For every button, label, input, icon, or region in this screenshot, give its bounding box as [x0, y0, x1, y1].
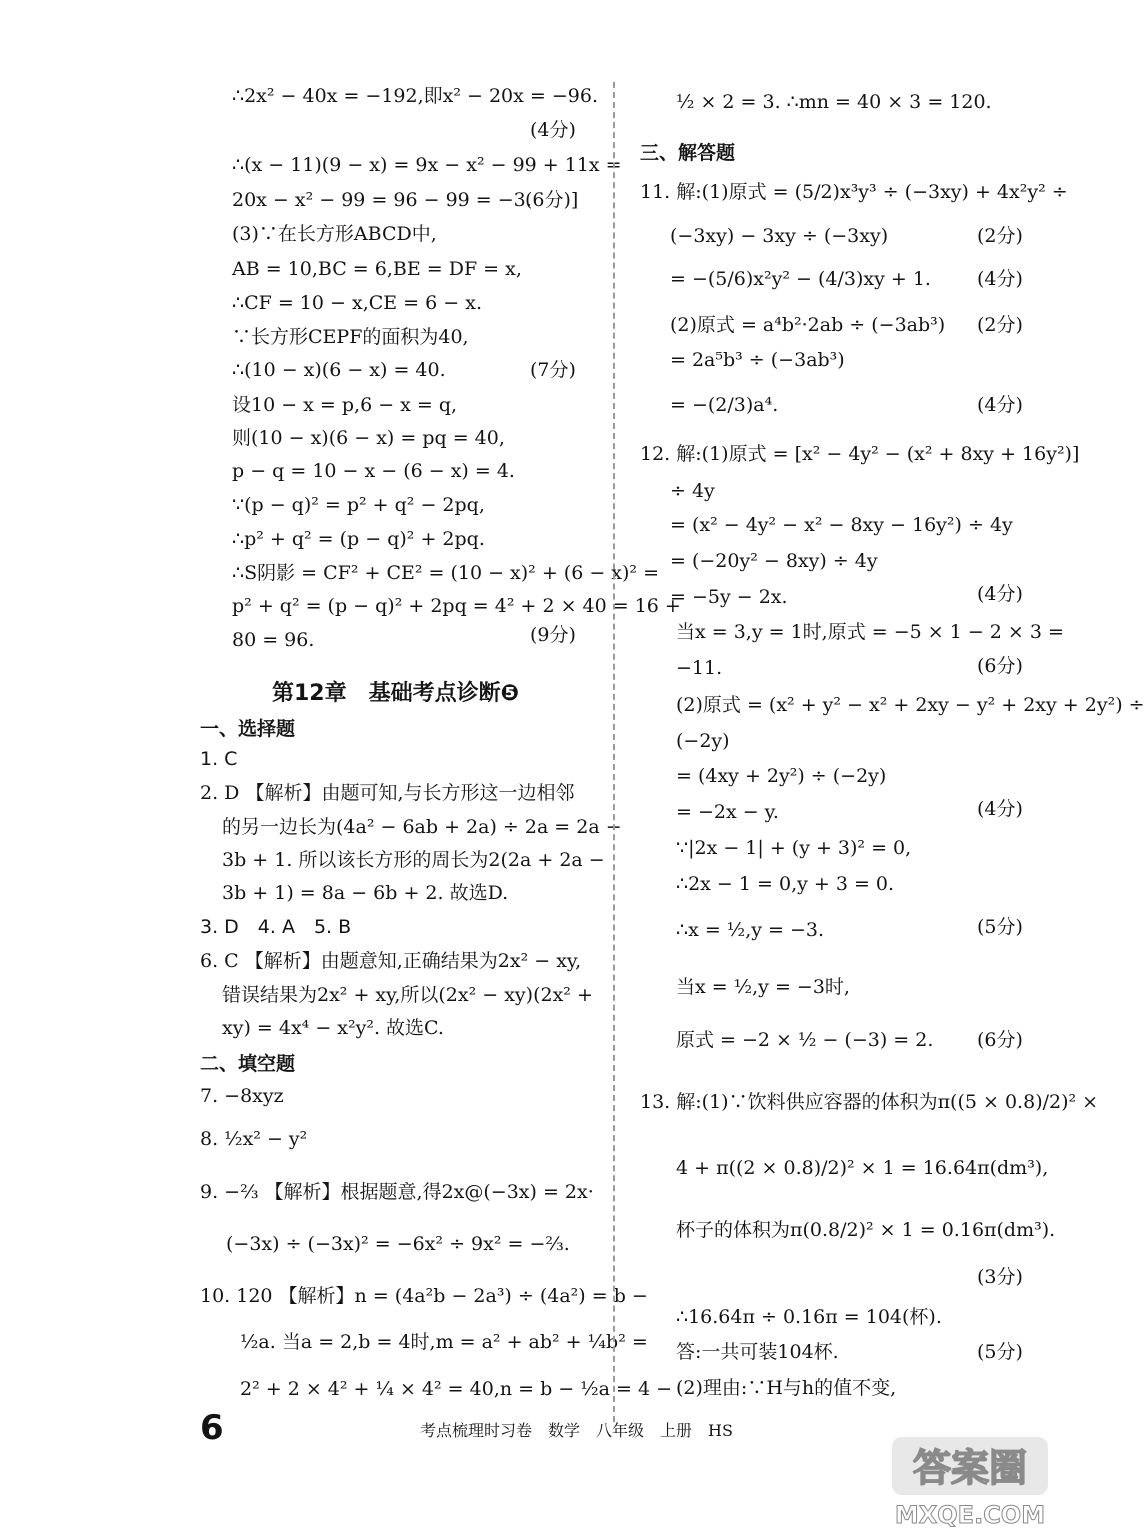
left-line-14: p − q = 10 − x − (6 − x) = 4.	[232, 460, 515, 482]
right-line-32: 原式 = −2 × ½ − (−3) = 2.	[676, 1029, 934, 1051]
watermark-logo	[890, 1435, 1050, 1530]
answer-q2-line1: 2. D 【解析】由题可知,与长方形这一边相邻	[200, 782, 575, 804]
right-line-27: ∵|2x − 1| + (y + 3)² = 0,	[676, 837, 912, 859]
section-fill-heading: 二、填空题	[200, 1053, 296, 1075]
answer-q6-line2: 错误结果为2x² + xy,所以(2x² − xy)(2x² +	[222, 984, 593, 1006]
left-line-8: ∴CF = 10 − x,CE = 6 − x.	[232, 292, 482, 314]
answer-q3-5: 3. D 4. A 5. B	[200, 916, 352, 938]
left-line-16: ∴p² + q² = (p − q)² + 2pq.	[232, 528, 485, 550]
right-line-23: (−2y)	[676, 730, 730, 752]
chapter-title: 第12章 基础考点诊断❺	[272, 681, 520, 706]
right-score-1: (2分)	[977, 225, 1023, 247]
right-line-28: ∴2x − 1 = 0,y + 3 = 0.	[676, 873, 895, 895]
right-line-4: (−3xy) − 3xy ÷ (−3xy)	[670, 225, 889, 247]
left-line-1: ∴2x² − 40x = −192,即x² − 20x = −96.	[232, 85, 598, 107]
answer-q9-line1: 9. −⅔ 【解析】根据题意,得2x@(−3x) = 2x·	[200, 1181, 594, 1203]
right-score-7: (4分)	[977, 798, 1023, 820]
left-line-7: AB = 10,BC = 6,BE = DF = x,	[232, 258, 522, 280]
right-line-29: ∴x = ½,y = −3.	[676, 919, 825, 941]
answer-q10-line1: 10. 120 【解析】n = (4a²b − 2a³) ÷ (4a²) = b −	[200, 1285, 648, 1307]
right-score-6: (6分)	[977, 655, 1023, 677]
right-score-5: (4分)	[977, 583, 1023, 605]
right-line-19: 当x = 3,y = 1时,原式 = −5 × 1 − 2 × 3 =	[676, 621, 1064, 643]
left-score-2: (6分)]	[525, 189, 579, 211]
right-line-15: = (x² − 4y² − x² − 8xy − 16y²) ÷ 4y	[670, 514, 1013, 536]
right-line-20: −11.	[676, 657, 723, 679]
answer-q10-line3: 2² + 2 × 4² + ¼ × 4² = 40,n = b − ½a = 4 −	[240, 1378, 673, 1400]
right-line-39: 答:一共可装104杯.	[676, 1341, 839, 1363]
right-line-1: ½ × 2 = 3. ∴mn = 40 × 3 = 120.	[676, 91, 992, 113]
left-line-9: ∵长方形CEPF的面积为40,	[232, 326, 469, 348]
right-line-25: = −2x − y.	[676, 801, 779, 823]
right-line-14: ÷ 4y	[670, 480, 715, 502]
answer-q7: 7. −8xyz	[200, 1085, 284, 1107]
answer-q1: 1. C	[200, 748, 238, 770]
right-line-3: 11. 解:(1)原式 = (5/2)x³y³ ÷ (−3xy) + 4x²y² ÷	[640, 181, 1068, 203]
right-score-10: (3分)	[977, 1266, 1023, 1288]
right-line-17: = −5y − 2x.	[670, 586, 788, 608]
right-line-36: 杯子的体积为π(0.8/2)² × 1 = 0.16π(dm³).	[676, 1219, 1056, 1241]
watermark-text-2: MXQE.COM	[894, 1501, 1046, 1529]
left-line-6: (3)∵在长方形ABCD中,	[232, 223, 437, 245]
left-line-15: ∵(p − q)² = p² + q² − 2pq,	[232, 494, 485, 516]
right-line-24: = (4xy + 2y²) ÷ (−2y)	[676, 765, 887, 787]
left-line-17: ∴S阴影 = CF² + CE² = (10 − x)² + (6 − x)² =	[232, 562, 659, 584]
right-line-31: 当x = ½,y = −3时,	[676, 976, 850, 998]
left-line-12: 设10 − x = p,6 − x = q,	[232, 394, 458, 416]
answer-q6-line3: xy) = 4x⁴ − x²y². 故选C.	[222, 1017, 444, 1039]
book-title-footer: 考点梳理时习卷 数学 八年级 上册 HS	[420, 1421, 733, 1440]
answer-q2-line4: 3b + 1) = 8a − 6b + 2. 故选D.	[222, 882, 509, 904]
section-choice-heading: 一、选择题	[200, 718, 296, 740]
right-line-38: ∴16.64π ÷ 0.16π = 104(杯).	[676, 1306, 942, 1328]
left-score-4: (9分)	[530, 624, 576, 646]
right-score-2: (4分)	[977, 268, 1023, 290]
right-score-11: (5分)	[977, 1341, 1023, 1363]
right-line-34: 13. 解:(1)∵饮料供应容器的体积为π((5 × 0.8)/2)² ×	[640, 1091, 1099, 1113]
right-line-41: (2)理由:∵H与h的值不变,	[676, 1377, 897, 1399]
answer-q2-line2: 的另一边长为(4a² − 6ab + 2a) ÷ 2a = 2a −	[222, 816, 622, 838]
right-line-16: = (−20y² − 8xy) ÷ 4y	[670, 550, 878, 572]
left-line-18: p² + q² = (p − q)² + 2pq = 4² + 2 × 40 = 16 +	[232, 595, 681, 617]
left-score-3: (7分)	[530, 359, 576, 381]
left-line-4: 20x − x² − 99 = 96 − 99 = −3.	[232, 189, 532, 211]
answer-q2-line3: 3b + 1. 所以该长方形的周长为2(2a + 2a −	[222, 849, 605, 871]
right-line-22: (2)原式 = (x² + y² − x² + 2xy − y² + 2xy + 2y²) ÷	[676, 694, 1145, 716]
answer-q6-line1: 6. C 【解析】由题意知,正确结果为2x² − xy,	[200, 950, 582, 972]
right-line-35: 4 + π((2 × 0.8)/2)² × 1 = 16.64π(dm³),	[676, 1157, 1049, 1179]
right-score-9: (6分)	[977, 1029, 1023, 1051]
left-line-3: ∴(x − 11)(9 − x) = 9x − x² − 99 + 11x =	[232, 154, 622, 176]
page-number: 6	[200, 1408, 224, 1448]
right-line-10: = 2a⁵b³ ÷ (−3ab³)	[670, 349, 845, 371]
right-line-13: 12. 解:(1)原式 = [x² − 4y² − (x² + 8xy + 16y²)]	[640, 443, 1080, 465]
answer-q10-line2: ½a. 当a = 2,b = 4时,m = a² + ab² + ¼b² =	[240, 1331, 648, 1353]
left-line-13: 则(10 − x)(6 − x) = pq = 40,	[232, 427, 505, 449]
answer-q9-line2: (−3x) ÷ (−3x)² = −6x² ÷ 9x² = −⅔.	[226, 1233, 570, 1255]
left-line-19: 80 = 96.	[232, 629, 315, 651]
left-line-10: ∴(10 − x)(6 − x) = 40.	[232, 359, 446, 381]
answer-q8: 8. ½x² − y²	[200, 1128, 308, 1150]
right-score-4: (4分)	[977, 394, 1023, 416]
left-score-1: (4分)	[530, 119, 576, 141]
column-divider	[613, 82, 615, 1422]
right-score-3: (2分)	[977, 314, 1023, 336]
right-line-6: = −(5/6)x²y² − (4/3)xy + 1.	[670, 268, 931, 290]
watermark-text-1: 答案圈	[912, 1446, 1028, 1490]
right-line-11: = −(2/3)a⁴.	[670, 394, 779, 416]
right-line-8: (2)原式 = a⁴b²·2ab ÷ (−3ab³)	[670, 314, 946, 336]
right-score-8: (5分)	[977, 916, 1023, 938]
section-solve-heading: 三、解答题	[640, 142, 736, 164]
